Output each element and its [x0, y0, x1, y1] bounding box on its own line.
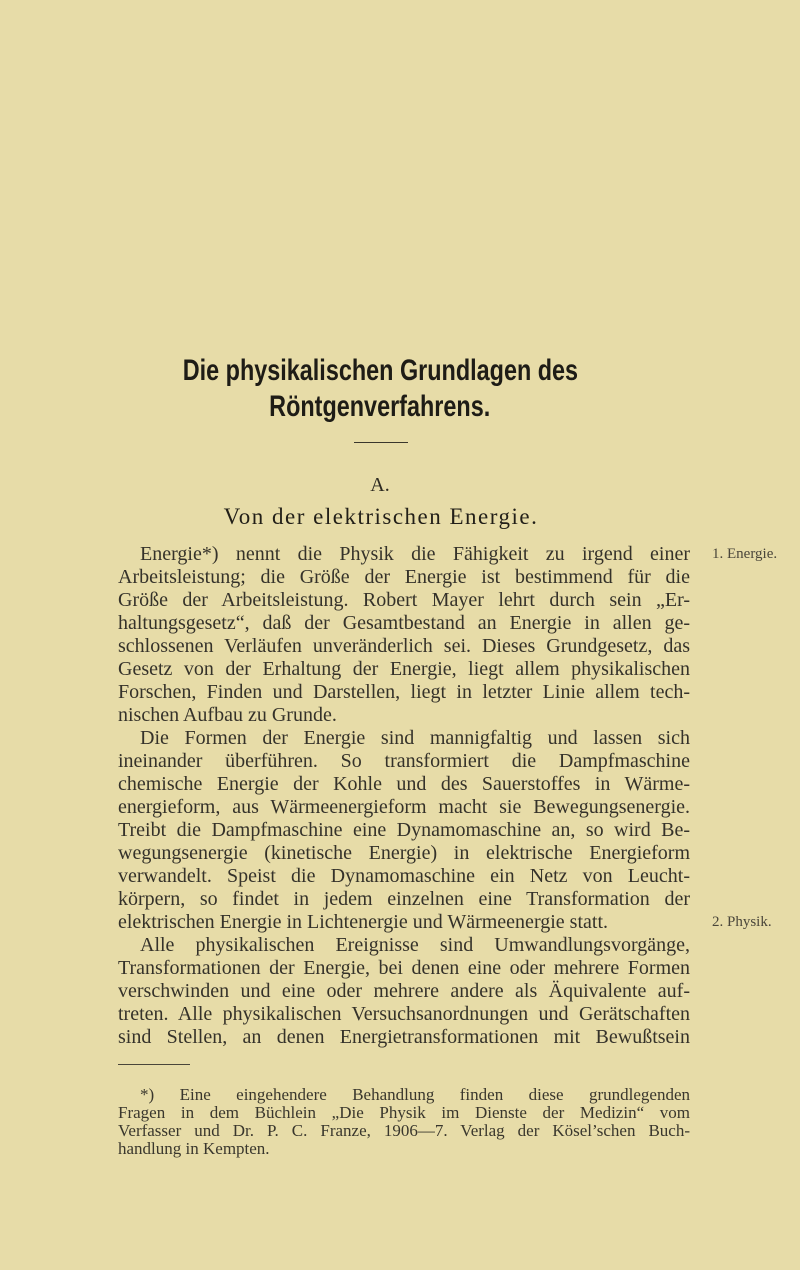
body-text — [118, 543, 690, 1049]
text-line: körpern, so findet in jedem einzelnen eine Transformation der — [118, 888, 690, 910]
text-line: energieform, aus Wärmeenergieform macht sie Bewegungsenergie. — [118, 796, 690, 818]
text-line: Forschen, Finden und Darstellen, liegt in letzter Linie allem tech- — [118, 681, 690, 703]
text-line: nischen Aufbau zu Grunde. — [118, 704, 337, 726]
text-line: sind Stellen, an denen Energietransformationen mit Bewußtsein — [118, 1026, 690, 1048]
text-line: Treibt die Dampfmaschine eine Dynamomaschine an, so wird Be- — [118, 819, 690, 841]
text-line: treten. Alle physikalischen Versuchsanordnungen und Gerätschaften — [118, 1003, 690, 1025]
section-letter: A. — [370, 474, 390, 496]
text-line: wegungsenergie (kinetische Energie) in elektrische Energieform — [118, 842, 690, 864]
text-line: elektrischen Energie in Lichtenergie und Wärmeenergie statt. — [118, 911, 608, 933]
page-title-line-2: Röntgenverfahrens. — [269, 390, 491, 423]
text-line: verschwinden und eine oder mehrere andere als Äquivalente auf- — [118, 980, 690, 1002]
margin-note-physik: 2. Physik. — [712, 914, 772, 930]
title-divider — [354, 442, 408, 443]
text-line: schlossenen Verläufen unveränderlich sei. Dieses Grundgesetz, das — [118, 635, 690, 657]
footnote-line: *) Eine eingehendere Behandlung finden diese grundlegenden — [140, 1085, 690, 1104]
text-line: Die Formen der Energie sind mannigfaltig und lassen sich — [140, 727, 690, 749]
section-heading: Von der elektrischen Energie. — [223, 504, 539, 529]
text-line: Alle physikalischen Ereignisse sind Umwandlungsvorgänge, — [140, 934, 690, 956]
page-title-line-1: Die physikalischen Grundlagen des — [182, 354, 578, 387]
text-line: chemische Energie der Kohle und des Sauerstoffes in Wärme- — [118, 773, 690, 795]
text-line: haltungsgesetz“, daß der Gesamtbestand an Energie in allen ge- — [118, 612, 690, 634]
footnote — [118, 1086, 690, 1158]
text-line: Gesetz von der Erhaltung der Energie, liegt allem physikalischen — [118, 658, 690, 680]
text-line: Größe der Arbeitsleistung. Robert Mayer lehrt durch sein „Er- — [118, 589, 690, 611]
text-line: ineinander überführen. So transformiert die Dampfmaschine — [118, 750, 690, 772]
text-line: verwandelt. Speist die Dynamomaschine ein Netz von Leucht- — [118, 865, 690, 887]
footnote-divider — [118, 1064, 190, 1065]
footnote-line: Fragen in dem Büchlein „Die Physik im Dienste der Medizin“ vom — [118, 1103, 690, 1122]
text-line: Transformationen der Energie, bei denen eine oder mehrere Formen — [118, 957, 690, 979]
text-line: Energie*) nennt die Physik die Fähigkeit zu irgend einer — [140, 543, 690, 565]
footnote-line: Verfasser und Dr. P. C. Franze, 1906—7. Verlag der Kösel’schen Buch- — [118, 1121, 690, 1140]
footnote-line: handlung in Kempten. — [118, 1139, 270, 1158]
text-line: Arbeitsleistung; die Größe der Energie ist bestimmend für die — [118, 566, 690, 588]
margin-note-energie: 1. Energie. — [712, 546, 778, 562]
